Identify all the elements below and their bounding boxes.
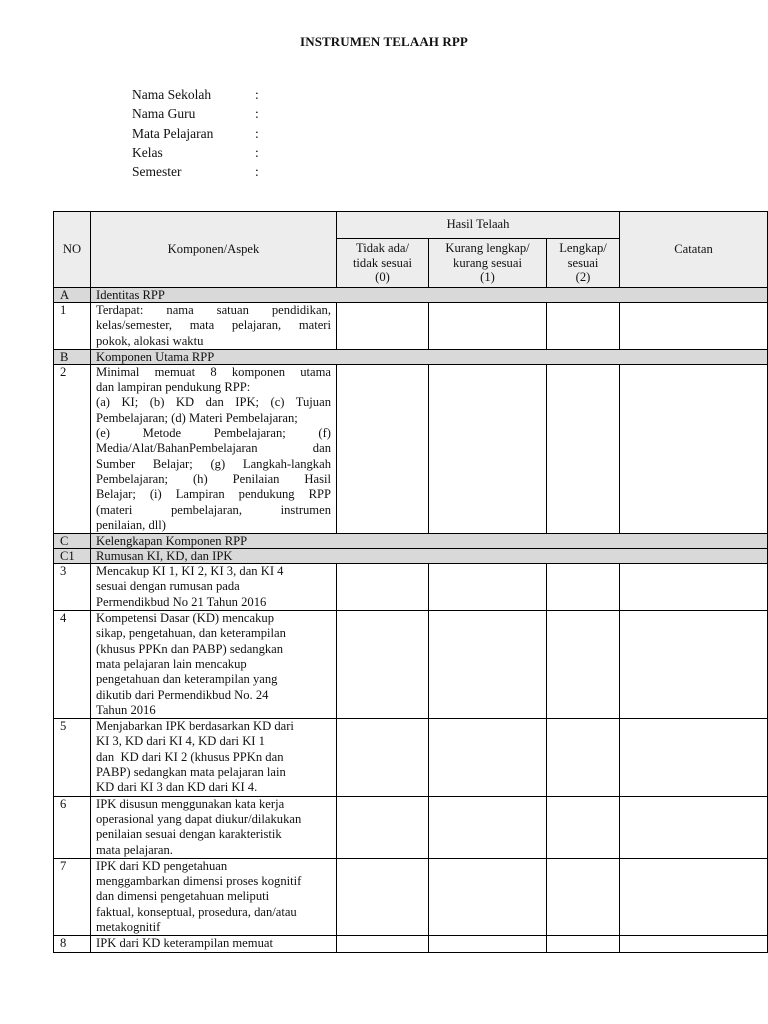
score-cell-1[interactable] — [429, 936, 547, 952]
score-cell-2[interactable] — [547, 796, 620, 858]
aspect-line: sesuai dengan rumusan pada — [96, 579, 240, 594]
aspect-line: operasional yang dapat diukur/dilakukan — [96, 811, 302, 826]
aspect-line: mata pelajaran. — [96, 842, 173, 857]
field-kelas — [132, 143, 265, 162]
aspect-line: pengetahuan dan keterampilan yang — [96, 672, 278, 687]
aspect-line: dikutib dari Permendikbud No. 24 — [96, 687, 269, 702]
score-cell-1[interactable] — [429, 796, 547, 858]
aspect-line: penilaian sesuai dengan karakteristik — [96, 827, 282, 842]
field-colon: : — [255, 87, 259, 102]
score-cell-1[interactable] — [429, 564, 547, 611]
section-row-c1 — [54, 549, 768, 564]
row-number: B — [54, 349, 91, 364]
field-label: Semester — [132, 164, 182, 180]
aspect-text — [91, 564, 337, 611]
aspect-text — [91, 364, 337, 533]
row-number: C1 — [54, 549, 91, 564]
score-cell-2[interactable] — [547, 858, 620, 935]
header-score: (1) — [480, 270, 495, 285]
aspect-line: (materi pembelajaran, instrumen — [96, 502, 331, 517]
aspect-line: (a) KI; (b) KD dan IPK; (c) Tujuan — [96, 395, 331, 410]
aspect-line: Tahun 2016 — [96, 702, 156, 717]
score-cell-2[interactable] — [547, 719, 620, 796]
aspect-line: mata pelajaran lain mencakup — [96, 656, 247, 671]
score-cell-0[interactable] — [337, 611, 429, 719]
header-score: (2) — [575, 270, 591, 285]
aspect-line: Media/Alat/BahanPembelajaran dan — [96, 441, 331, 456]
table-row — [54, 303, 768, 350]
header-kurang-sesuai — [429, 239, 547, 288]
field-semester — [132, 162, 265, 181]
field-colon: : — [255, 125, 259, 141]
field-colon: : — [255, 106, 259, 122]
row-number: A — [54, 288, 91, 303]
aspect-text — [91, 303, 337, 350]
field-label: Kelas — [132, 144, 163, 160]
row-number: C — [54, 534, 91, 549]
header-line: Kurang lengkap/ — [445, 241, 530, 256]
aspect-line: faktual, konseptual, prosedura, dan/atau — [96, 904, 297, 919]
aspect-line: kelas/semester, mata pelajaran, materi — [96, 318, 331, 333]
aspect-line: Kompetensi Dasar (KD) mencakup — [96, 611, 275, 626]
aspect-line: (e) Metode Pembelajaran; (f) — [96, 426, 331, 441]
row-number: 1 — [54, 303, 91, 350]
row-number: 8 — [54, 936, 91, 952]
notes-cell[interactable] — [620, 564, 768, 611]
aspect-text — [91, 858, 337, 935]
score-cell-2[interactable] — [547, 611, 620, 719]
aspect-line: IPK dari KD keterampilan memuat — [96, 936, 273, 951]
score-cell-0[interactable] — [337, 719, 429, 796]
aspect-line: pokok, alokasi waktu — [96, 333, 204, 348]
field-label: Nama Guru — [132, 106, 196, 122]
score-cell-0[interactable] — [337, 564, 429, 611]
row-number: 6 — [54, 796, 91, 858]
field-mata-pelajaran — [132, 124, 265, 143]
section-row-b — [54, 349, 768, 364]
header-hasil-telaah: Hasil Telaah — [337, 212, 620, 239]
notes-cell[interactable] — [620, 364, 768, 533]
score-cell-1[interactable] — [429, 364, 547, 533]
aspect-line: dan lampiran pendukung RPP: — [96, 380, 251, 395]
table-row — [54, 611, 768, 719]
aspect-line: KI 3, KD dari KI 4, KD dari KI 1 — [96, 734, 265, 749]
header-score: (0) — [375, 270, 390, 285]
header-sesuai — [547, 239, 620, 288]
aspect-line: sikap, pengetahuan, dan keterampilan — [96, 626, 286, 641]
section-row-c — [54, 534, 768, 549]
aspect-line: Permendikbud No 21 Tahun 2016 — [96, 594, 267, 609]
score-cell-2[interactable] — [547, 364, 620, 533]
identity-fields — [132, 85, 265, 181]
field-label: Mata Pelajaran — [132, 125, 214, 141]
aspect-line: Pembelajaran; (d) Materi Pembelajaran; — [96, 410, 298, 425]
score-cell-2[interactable] — [547, 564, 620, 611]
aspect-line: Terdapat: nama satuan pendidikan, — [96, 303, 331, 317]
score-cell-2[interactable] — [547, 936, 620, 952]
field-nama-guru — [132, 104, 265, 123]
aspect-line: Minimal memuat 8 komponen utama — [96, 364, 331, 379]
aspect-line: Sumber Belajar; (g) Langkah-langkah — [96, 456, 331, 471]
header-no: NO — [54, 212, 91, 288]
aspect-line: IPK disusun menggunakan kata kerja — [96, 796, 285, 811]
section-row-a — [54, 288, 768, 303]
aspect-line: metakognitif — [96, 919, 161, 934]
section-title: Rumusan KI, KD, dan IPK — [91, 549, 768, 564]
aspect-line: menggambarkan dimensi proses kognitif — [96, 874, 302, 889]
aspect-text — [91, 796, 337, 858]
score-cell-1[interactable] — [429, 303, 547, 350]
table-row — [54, 364, 768, 533]
aspect-line: Pembelajaran; (h) Penilaian Hasil — [96, 471, 331, 486]
header-catatan: Catatan — [620, 212, 768, 288]
aspect-line: dan KD dari KI 2 (khusus PPKn dan — [96, 749, 284, 764]
field-label: Nama Sekolah — [132, 87, 212, 102]
score-cell-2[interactable] — [547, 303, 620, 350]
aspect-line: PABP) sedangkan mata pelajaran lain — [96, 765, 286, 780]
score-cell-1[interactable] — [429, 611, 547, 719]
header-tidak-sesuai — [337, 239, 429, 288]
aspect-line: IPK dari KD pengetahuan — [96, 858, 228, 873]
score-cell-1[interactable] — [429, 719, 547, 796]
score-cell-0[interactable] — [337, 303, 429, 350]
aspect-line: KD dari KI 3 dan KD dari KI 4. — [96, 780, 258, 795]
table-row — [54, 796, 768, 858]
header-line: Tidak ada/ — [355, 241, 410, 256]
row-number: 2 — [54, 364, 91, 533]
header-line: tidak sesuai — [352, 255, 413, 270]
aspect-text — [91, 719, 337, 796]
header-row — [54, 212, 768, 239]
aspect-line: Mencakup KI 1, KI 2, KI 3, dan KI 4 — [96, 564, 284, 579]
header-aspect: Komponen/Aspek — [91, 212, 337, 288]
score-cell-0[interactable] — [337, 858, 429, 935]
notes-cell[interactable] — [620, 719, 768, 796]
notes-cell[interactable] — [620, 611, 768, 719]
section-title: Kelengkapan Komponen RPP — [91, 534, 768, 549]
row-number: 5 — [54, 719, 91, 796]
field-nama-sekolah — [132, 85, 265, 104]
score-cell-0[interactable] — [337, 796, 429, 858]
review-table — [53, 211, 768, 953]
row-number: 3 — [54, 564, 91, 611]
table-row — [54, 858, 768, 935]
document-title: INSTRUMEN TELAAH RPP — [300, 34, 468, 49]
aspect-line: Menjabarkan IPK berdasarkan KD dari — [96, 719, 294, 734]
table-row — [54, 936, 768, 952]
notes-cell[interactable] — [620, 936, 768, 952]
notes-cell[interactable] — [620, 796, 768, 858]
aspect-line: dan dimensi pengetahuan meliputi — [96, 889, 270, 904]
table-row — [54, 564, 768, 611]
header-line: Lengkap/ — [559, 241, 607, 256]
row-number: 4 — [54, 611, 91, 719]
table-row — [54, 719, 768, 796]
header-line: kurang sesuai — [453, 255, 522, 270]
field-colon: : — [255, 144, 259, 160]
score-cell-1[interactable] — [429, 858, 547, 935]
header-line: sesuai — [567, 255, 599, 270]
row-number: 7 — [54, 858, 91, 935]
aspect-line: Belajar; (i) Lampiran pendukung RPP — [96, 487, 331, 502]
aspect-text — [91, 936, 337, 952]
notes-cell[interactable] — [620, 858, 768, 935]
score-cell-0[interactable] — [337, 936, 429, 952]
aspect-line: penilaian, dll) — [96, 517, 166, 532]
field-colon: : — [255, 164, 259, 180]
notes-cell[interactable] — [620, 303, 768, 350]
aspect-line: (khusus PPKn dan PABP) sedangkan — [96, 641, 284, 656]
section-title: Identitas RPP — [91, 288, 768, 303]
section-title: Komponen Utama RPP — [91, 349, 768, 364]
score-cell-0[interactable] — [337, 364, 429, 533]
aspect-text — [91, 611, 337, 719]
